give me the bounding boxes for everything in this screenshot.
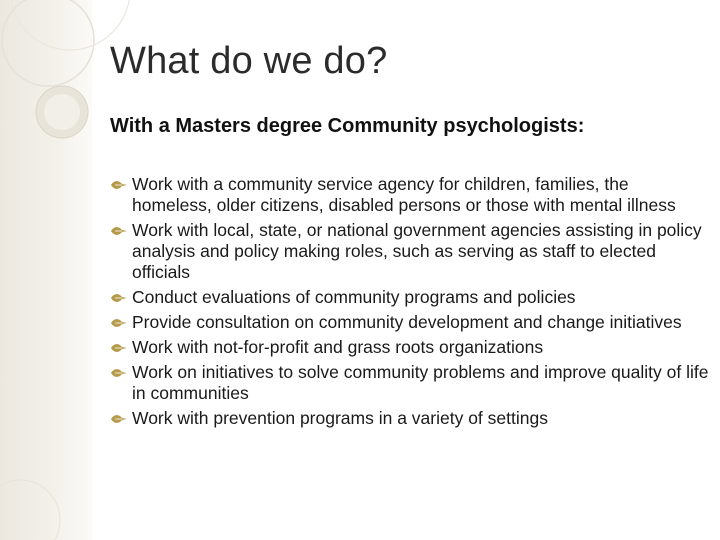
fleuron-bullet-icon xyxy=(110,413,128,425)
bullet-text: Provide consultation on community development and change initiatives xyxy=(132,312,682,332)
fleuron-bullet-icon xyxy=(110,317,128,329)
bullet-list xyxy=(110,174,710,433)
bullet-text: Conduct evaluations of community programs and policies xyxy=(132,287,576,307)
bullet-item xyxy=(110,287,710,308)
slide-title: What do we do? xyxy=(110,40,388,82)
bullet-text: Work with prevention programs in a variety of settings xyxy=(132,408,548,428)
bullet-item xyxy=(110,408,710,429)
bullet-item xyxy=(110,174,710,216)
bullet-item xyxy=(110,220,710,283)
bullet-text: Work on initiatives to solve community problems and improve quality of life in communities xyxy=(132,362,709,403)
fleuron-bullet-icon xyxy=(110,342,128,354)
bullet-text: Work with a community service agency for children, families, the homeless, older citizens, disabled persons or those with mental illness xyxy=(132,174,676,215)
fleuron-bullet-icon xyxy=(110,179,128,191)
bullet-text: Work with not-for-profit and grass roots organizations xyxy=(132,337,544,357)
fleuron-bullet-icon xyxy=(110,225,128,237)
fleuron-bullet-icon xyxy=(110,292,128,304)
bullet-item xyxy=(110,337,710,358)
fleuron-bullet-icon xyxy=(110,367,128,379)
bullet-text: Work with local, state, or national government agencies assisting in policy analysis and policy making roles, such as serving as staff to elected officials xyxy=(132,220,702,282)
bullet-item xyxy=(110,362,710,404)
bullet-item xyxy=(110,312,710,333)
slide-subtitle: With a Masters degree Community psychologists: xyxy=(110,115,585,137)
